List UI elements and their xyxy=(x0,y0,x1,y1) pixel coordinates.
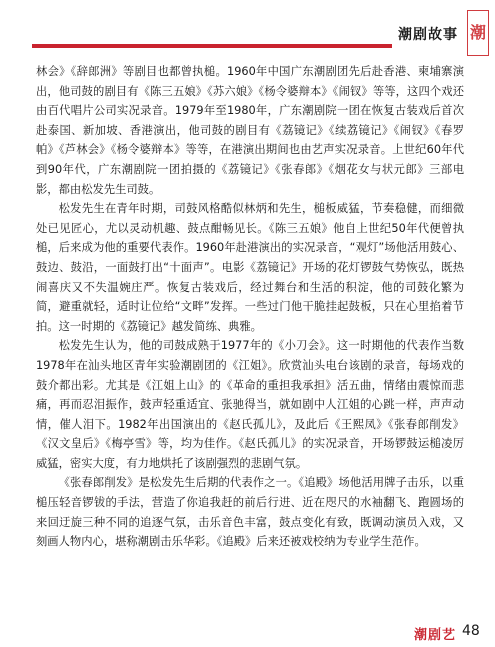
magazine-logo: 潮剧艺 xyxy=(414,628,457,643)
paragraph-2: 松发先生在青年时期，司鼓风格酷似林炳和先生，槌板威猛，节奏稳健，而细微处已见匠心，尤以灵动机趣、鼓点酣畅见长。《陈三五娘》他自上世纪50年代便曾执槌，后来成为他的重要代表作。1960年赴港演出的实况录音，“观灯”场他活用鼓心、鼓边、鼓沿，一面鼓打出“十面声”。电影《荔镜记》开场的花灯锣鼓气势恢弘，既热闹喜庆又不失温婉庄严。恢复古装戏后，经过舞台和生活的积淀，他的司鼓化繁为简，避重就轻，适时让位给“文畔”发挥。一些过门他干脆挂起鼓板，只在心里掐着节拍。这一时期的《荔镜记》越发简练、典雅。 xyxy=(36,202,464,333)
section-title: 潮剧故事 xyxy=(398,27,458,43)
paragraph-3: 松发先生认为，他的司鼓成熟于1977年的《小刀会》。这一时期他的代表作当数1978年在汕头地区青年实验潮剧团的《江姐》。欣赏汕头电台该剧的录音，每场戏的鼓介都出彩。尤其是《江姐上山》的《革命的重担我承担》活五曲，情绪由震惊而悲痛，再而忍泪振作，鼓声轻重适宜、张驰得当，就如剧中人江姐的心跳一样，声声动情，催人泪下。1982年出国演出的《赵氏孤儿》，及此后《王熙凤》《张春郎削发》《汉文皇后》《梅亭雪》等，均为佳作。《赵氏孤儿》的实况录音，开场锣鼓运槌凌厉威猛，密实大度，有力地烘托了该剧强烈的悲剧气氛。 xyxy=(36,339,464,470)
section-emblem-icon: 潮 xyxy=(467,10,489,56)
paragraph-4: 《张春郎削发》是松发先生后期的代表作之一。《追殿》场他活用牌子击乐，以重槌压轻音锣钹的手法，营造了你追我赶的前后行进、近在咫尺的水袖翻飞、跑圆场的来回迂旋三种不同的追逐气氛，击乐音色丰富，鼓点变化有致，既调动演员入戏，又刻画人物内心，堪称潮剧击乐华彩。《追殿》后来还被戏校纳为专业学生范作。 xyxy=(36,476,464,549)
article-body xyxy=(36,62,464,552)
header-rule xyxy=(32,44,392,48)
page-number: 48 xyxy=(462,623,480,639)
paragraph-1: 林会》《辞郎洲》等剧目也都曾执槌。1960年中国广东潮剧团先后赴香港、柬埔寨演出，他司鼓的剧目有《陈三五娘》《苏六娘》《杨令婆辩本》《闹钗》等等，这四个戏还由百代唱片公司实况录音。1979年至1980年，广东潮剧院一团在恢复古装戏后首次赴泰国、新加坡、香港演出，他司鼓的剧目有《荔镜记》《续荔镜记》《闹钗》《春罗帕》《芦林会》《杨令婆辩本》等等，在港演出期间也由艺声实况录音。上世纪60年代到90年代，广东潮剧院一团拍摄的《荔镜记》《张春郎》《烟花女与状元郎》三部电影，都由松发先生司鼓。 xyxy=(36,65,464,196)
